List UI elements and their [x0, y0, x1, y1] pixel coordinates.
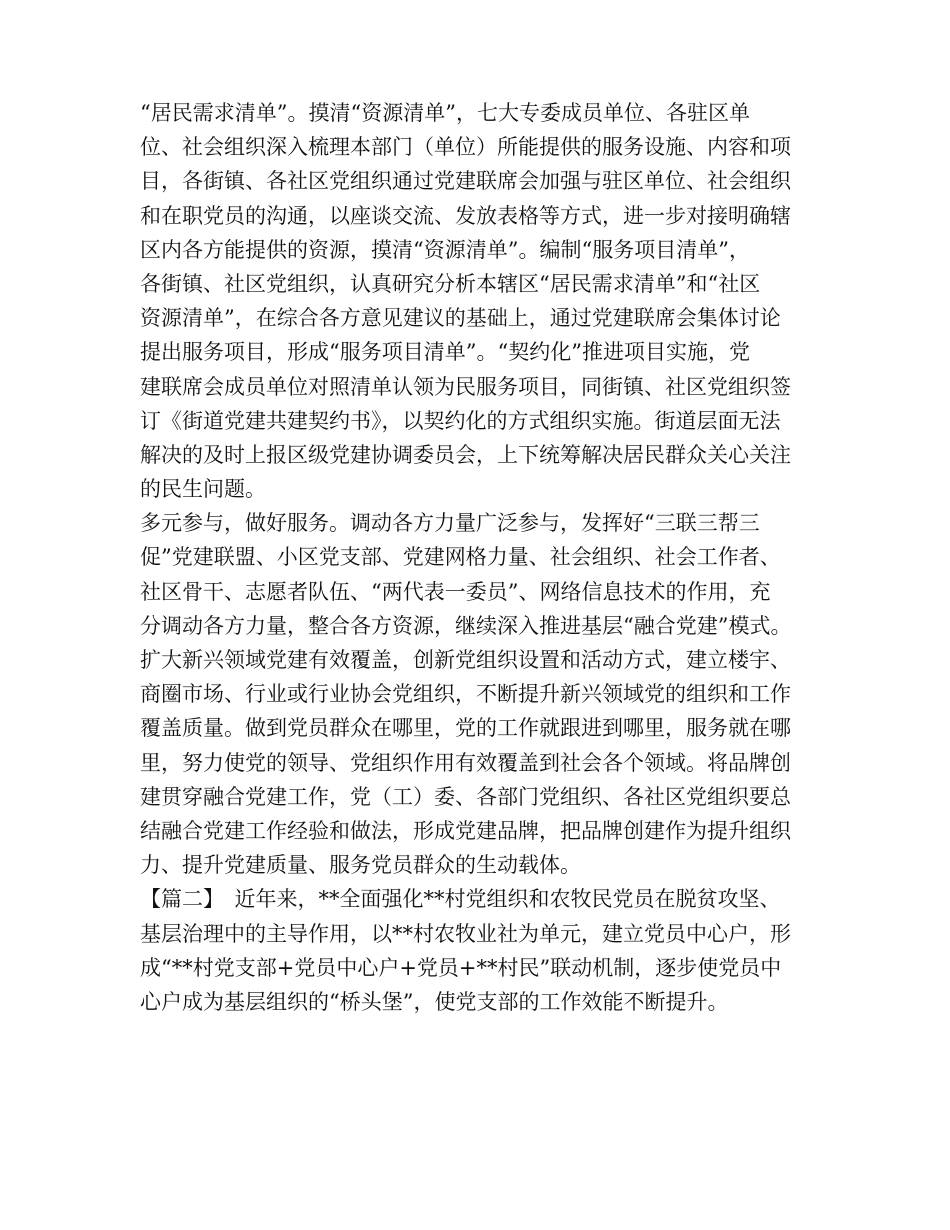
- text-line: 覆盖质量。做到党员群众在哪里，党的工作就跟进到哪里，服务就在哪: [140, 716, 791, 741]
- text-line: 力、提升党建质量、服务党员群众的生动载体。: [140, 853, 581, 878]
- text-line: 位、社会组织深入梳理本部门（单位）所能提供的服务设施、内容和项: [140, 135, 791, 160]
- text-line: 各街镇、社区党组织，认真研究分析本辖区“居民需求清单”和“社区: [140, 271, 761, 296]
- document-body: [140, 96, 840, 1019]
- text-line: 和在职党员的沟通，以座谈交流、发放表格等方式，进一步对接明确辖: [140, 203, 791, 228]
- text-line: 扩大新兴领域党建有效覆盖，创新党组织设置和活动方式，建立楼宇、: [140, 648, 791, 672]
- text-line: 的民生问题。: [140, 477, 266, 502]
- text-line: 商圈市场、行业或行业协会党组织，不断提升新兴领域党的组织和工作: [140, 682, 791, 707]
- text-line: 分调动各方力量，整合各方资源，继续深入推进基层“融合党建”模式。: [140, 613, 792, 638]
- text-line: “居民需求清单”。摸清“资源清单”，七大专委成员单位、各驻区单: [140, 101, 750, 125]
- paragraph-start-line: 多元参与，做好服务。调动各方力量广泛参与，发挥好“三联三帮三: [140, 511, 760, 536]
- text-line: 基层治理中的主导作用，以**村农牧业社为单元，建立党员中心户，形: [140, 921, 791, 946]
- section-heading-line: 【篇二】 近年来，**全面强化**村党组织和农牧民党员在脱贫攻坚、: [140, 887, 781, 912]
- text-line: 资源清单”，在综合各方意见建议的基础上，通过党建联席会集体讨论: [140, 306, 781, 331]
- text-line: 心户成为基层组织的“桥头堡”，使党支部的工作效能不断提升。: [140, 989, 729, 1014]
- text-line: 区内各方能提供的资源，摸清“资源清单”。编制“服务项目清单”，: [140, 237, 750, 262]
- text-line: 解决的及时上报区级党建协调委员会，上下统筹解决居民群众关心关注: [140, 442, 791, 467]
- text-line: 结融合党建工作经验和做法，形成党建品牌，把品牌创建作为提升组织: [140, 818, 791, 843]
- text-line: 提出服务项目，形成“服务项目清单”。“契约化”推进项目实施，党: [140, 340, 750, 365]
- text-line: 建联席会成员单位对照清单认领为民服务项目，同街镇、社区党组织签: [140, 374, 791, 399]
- text-line: 社区骨干、志愿者队伍、“两代表一委员”、网络信息技术的作用，充: [140, 579, 771, 604]
- text-line: 里，努力使党的领导、党组织作用有效覆盖到社会各个领域。将品牌创: [140, 750, 791, 775]
- text-line: 订《街道党建共建契约书》，以契约化的方式组织实施。街道层面无法: [140, 408, 781, 433]
- text-line: 促”党建联盟、小区党支部、党建网格力量、社会组织、社会工作者、: [140, 545, 781, 570]
- text-line: 成“**村党支部+党员中心户+党员+**村民”联动机制，逐步使党员中: [140, 955, 782, 980]
- text-line: 目，各街镇、各社区党组织通过党建联席会加强与驻区单位、社会组织: [140, 169, 791, 194]
- text-line: 建贯穿融合党建工作，党（工）委、各部门党组织、各社区党组织要总: [140, 784, 791, 809]
